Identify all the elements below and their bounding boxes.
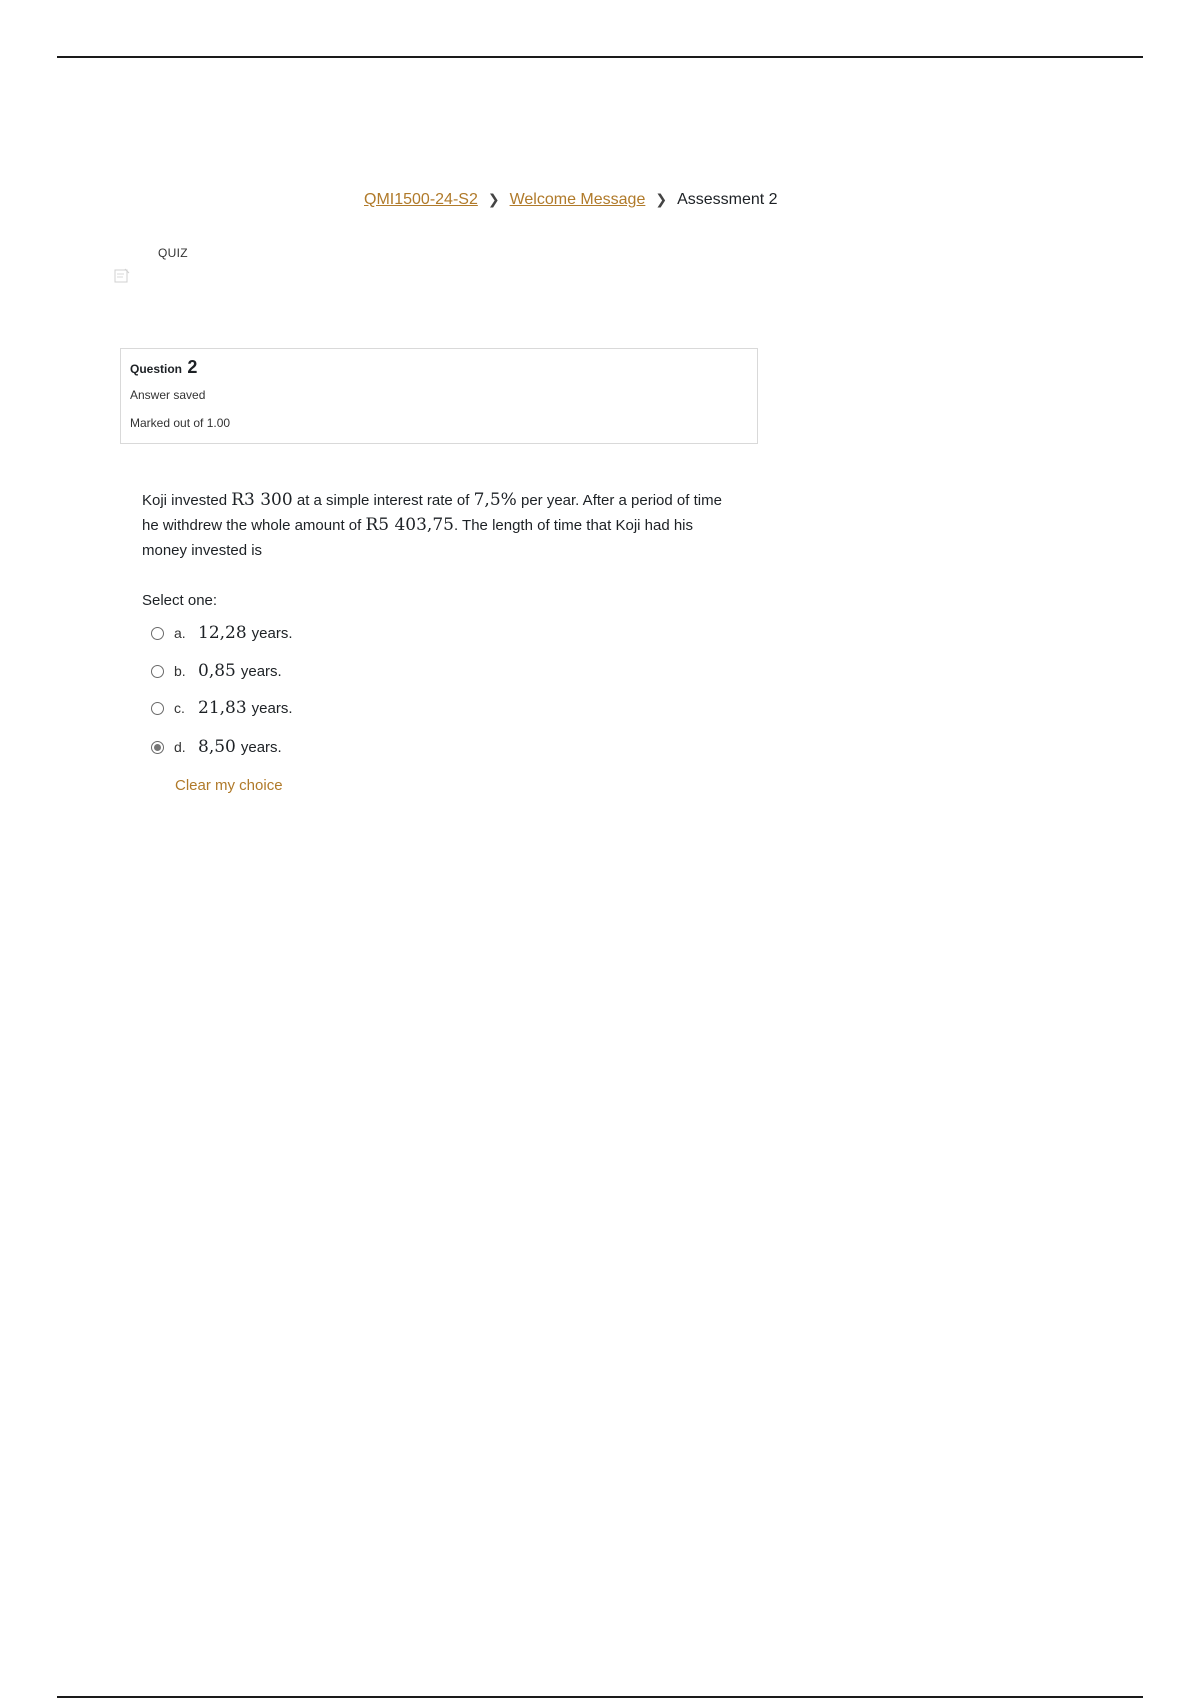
answer-option-c[interactable] <box>151 697 293 719</box>
answer-option-b[interactable] <box>151 660 282 682</box>
clear-my-choice-link[interactable]: Clear my choice <box>175 777 283 794</box>
chevron-right-icon: ❯ <box>655 190 668 207</box>
question-interest-rate: 7,5% <box>473 490 517 510</box>
quiz-icon <box>114 268 130 284</box>
question-text-part: per year. After a period of time he withdrew the whole amount of <box>142 492 722 534</box>
question-grade: Marked out of 1.00 <box>130 416 231 430</box>
question-state: Answer saved <box>130 388 206 402</box>
question-info-box <box>120 348 758 444</box>
option-value: 12,28 <box>198 623 247 643</box>
option-value: 21,83 <box>198 698 247 718</box>
breadcrumb-section-link[interactable]: Welcome Message <box>509 191 646 208</box>
option-letter: d. <box>174 739 186 755</box>
question-text-part: at a simple interest rate of <box>292 492 474 509</box>
option-value: 0,85 <box>198 661 236 681</box>
question-text-part: . The length of time that Koji had his money invested is <box>142 517 694 559</box>
chevron-right-icon: ❯ <box>487 190 500 207</box>
question-number: 2 <box>187 357 198 377</box>
breadcrumb <box>364 191 778 209</box>
option-unit: years. <box>240 738 282 756</box>
question-title <box>130 357 197 378</box>
option-letter: c. <box>174 700 185 716</box>
option-value: 8,50 <box>198 737 236 757</box>
bottom-divider <box>57 1696 1143 1698</box>
option-letter: a. <box>174 625 186 641</box>
breadcrumb-course-link[interactable]: QMI1500-24-S2 <box>364 191 478 208</box>
answer-option-a[interactable] <box>151 622 293 644</box>
question-text-part: Koji invested <box>142 492 232 509</box>
top-divider <box>57 56 1143 58</box>
option-letter: b. <box>174 663 186 679</box>
radio-option-a[interactable] <box>151 627 164 640</box>
activity-type-label: QUIZ <box>158 246 188 260</box>
question-title-prefix: Question <box>130 362 183 376</box>
question-amount-invested: R3 300 <box>231 490 293 510</box>
radio-option-c[interactable] <box>151 702 164 715</box>
option-unit: years. <box>240 662 282 680</box>
select-one-prompt: Select one: <box>142 592 218 609</box>
radio-option-d-selected[interactable] <box>151 741 164 754</box>
question-amount-withdrawn: R5 403,75 <box>365 515 454 535</box>
radio-option-b[interactable] <box>151 665 164 678</box>
breadcrumb-current: Assessment 2 <box>677 191 778 208</box>
question-text <box>142 488 742 563</box>
option-unit: years. <box>251 699 293 717</box>
answer-option-d[interactable] <box>151 736 282 758</box>
option-unit: years. <box>251 624 293 642</box>
